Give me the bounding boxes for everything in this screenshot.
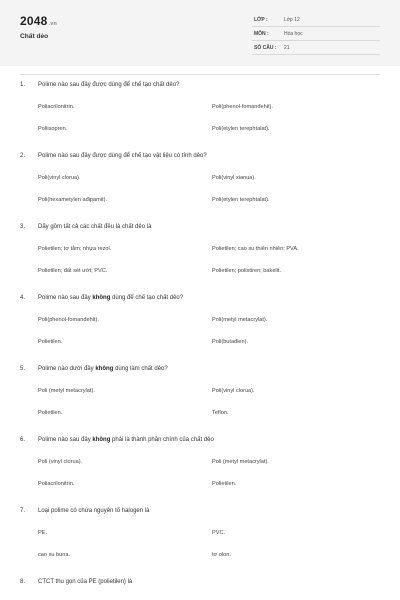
meta-value: 21: [284, 45, 290, 51]
meta-row-subject: [252, 28, 380, 41]
answer-option-c[interactable]: Polietilen.: [38, 410, 63, 416]
answer-option-b[interactable]: Poli(vinyl xianua).: [212, 175, 256, 181]
question-number: 2.: [20, 153, 26, 159]
answer-option-a[interactable]: PE.: [38, 530, 48, 536]
answer-option-d[interactable]: Poli(etylen terephtalat).: [212, 197, 270, 203]
answer-option-a[interactable]: Polietilen; tơ tằm; nhựa rezol.: [38, 246, 112, 252]
question-block: [20, 366, 380, 416]
question-header: [20, 508, 380, 520]
answer-option-a[interactable]: Poli(phenol-fomanđehit).: [38, 317, 99, 323]
answer-option-a[interactable]: Poliacrilonitrin.: [38, 104, 75, 110]
question-block: [20, 437, 380, 487]
question-header: [20, 295, 380, 307]
answer-option-c[interactable]: Poli(hexametylen ađipamit).: [38, 197, 108, 203]
question-header: [20, 224, 380, 236]
answer-option-b[interactable]: Poli(vinyl clorua).: [212, 388, 255, 394]
meta-row-count: [252, 42, 380, 55]
page-header: [0, 0, 400, 66]
answer-option-d[interactable]: Poli(etylen terephtalat).: [212, 126, 270, 132]
question-number: 1.: [20, 82, 26, 88]
meta-value: Hóa học: [284, 31, 303, 37]
question-number: 7.: [20, 508, 26, 514]
logo-text: 2048: [20, 14, 48, 28]
question-text: Polime nào sau đây được dùng để chế tạo chất dẻo?: [38, 82, 180, 88]
question-header: [20, 82, 380, 94]
header-divider: [20, 74, 380, 75]
meta-row-class: [252, 14, 380, 27]
page-title: Chất dẻo: [20, 33, 49, 40]
answer-option-a[interactable]: Poli (vinyl clorua).: [38, 459, 83, 465]
site-logo[interactable]: [20, 14, 57, 28]
question-number: 5.: [20, 366, 26, 372]
answer-option-c[interactable]: Polietilen; đất sét ướt; PVC.: [38, 268, 108, 274]
answer-option-c[interactable]: Poliisopren.: [38, 126, 68, 132]
answer-option-b[interactable]: PVC.: [212, 530, 226, 536]
meta-label: LỚP :: [254, 17, 268, 23]
answer-option-a[interactable]: Poli (metyl metacrylat).: [38, 388, 95, 394]
question-block: [20, 508, 380, 558]
question-block: [20, 82, 380, 132]
question-block: [20, 295, 380, 345]
answer-option-b[interactable]: Poli(phenol-fomanđehit).: [212, 104, 273, 110]
question-text: CTCT thu gọn của PE (polietilen) là: [38, 579, 133, 585]
answer-option-c[interactable]: Polietilen.: [38, 339, 63, 345]
meta-label: SỐ CÂU :: [254, 45, 277, 51]
logo-suffix: .vn: [48, 21, 58, 27]
question-header: [20, 579, 380, 591]
question-text: Dãy gồm tất cả các chất đều là chất dẻo là: [38, 224, 152, 230]
answer-option-b[interactable]: Poli(metyl metacrylat).: [212, 317, 268, 323]
question-text: Loại polime có chứa nguyên tố halogen là: [38, 508, 150, 514]
question-header: [20, 437, 380, 449]
answer-option-b[interactable]: Poli (metyl metacrylat).: [212, 459, 269, 465]
answer-option-c[interactable]: Poliacrilonitrin.: [38, 481, 75, 487]
question-text: Polime nào dưới đây không dùng làm chất dẻo?: [38, 366, 168, 372]
answer-option-d[interactable]: Polietilen.: [212, 481, 237, 487]
question-header: [20, 153, 380, 165]
question-text: Polime nào sau đây được dùng để chế tạo vật liệu có tính dẻo?: [38, 153, 207, 159]
meta-value: Lớp 12: [284, 17, 300, 23]
question-number: 8.: [20, 579, 26, 585]
question-block: [20, 579, 380, 591]
meta-label: MÔN :: [254, 31, 269, 37]
answer-option-c[interactable]: cao su buna.: [38, 552, 71, 558]
question-block: [20, 224, 380, 274]
answer-option-d[interactable]: Poli(butađien).: [212, 339, 249, 345]
answer-option-d[interactable]: tơ olon.: [212, 552, 231, 558]
question-number: 3.: [20, 224, 26, 230]
answer-option-d[interactable]: Polietilen; polistiren; bakelit.: [212, 268, 282, 274]
answer-option-a[interactable]: Poli(vinyl clorua).: [38, 175, 81, 181]
answer-option-d[interactable]: Teflon.: [212, 410, 229, 416]
answer-option-b[interactable]: Polietilen; cao su thiên nhiên; PVA.: [212, 246, 299, 252]
question-number: 6.: [20, 437, 26, 443]
question-text: Polime nào sau đây không dùng để chế tạo chất dẻo?: [38, 295, 184, 301]
question-header: [20, 366, 380, 378]
question-block: [20, 153, 380, 203]
question-number: 4.: [20, 295, 26, 301]
question-text: Polime nào sau đây không phải là thành phần chính của chất dẻo: [38, 437, 214, 443]
